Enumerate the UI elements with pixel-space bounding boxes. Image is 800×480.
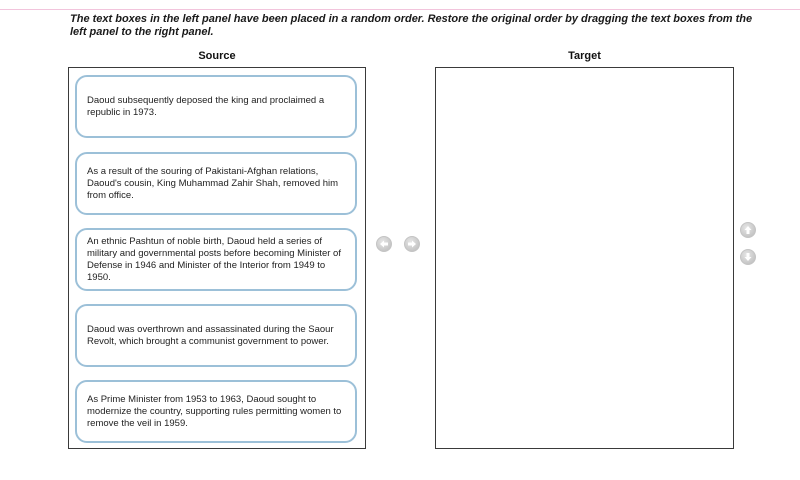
arrow-right-icon xyxy=(407,239,417,249)
move-up-button[interactable] xyxy=(740,222,756,238)
top-divider xyxy=(0,9,800,10)
source-textbox-5[interactable] xyxy=(75,380,357,443)
move-down-button[interactable] xyxy=(740,249,756,265)
textbox-label: As Prime Minister from 1953 to 1963, Daoud sought to modernize the country, supporting rules permitting women to remove the veil in 1959. xyxy=(87,393,342,429)
move-left-button[interactable] xyxy=(376,236,392,252)
move-right-button[interactable] xyxy=(404,236,420,252)
source-textbox-1[interactable] xyxy=(75,75,357,138)
arrow-left-icon xyxy=(379,239,389,249)
textbox-label: Daoud subsequently deposed the king and proclaimed a republic in 1973. xyxy=(87,94,325,118)
source-heading: Source xyxy=(198,50,236,62)
textbox-label: As a result of the souring of Pakistani-Afghan relations, Daoud's cousin, King Muhammad Zahir Shah, removed him from office. xyxy=(87,165,339,201)
source-textbox-2[interactable] xyxy=(75,152,357,215)
source-textbox-4[interactable] xyxy=(75,304,357,367)
arrow-up-icon xyxy=(743,225,753,235)
textbox-label: Daoud was overthrown and assassinated during the Saour Revolt, which brought a communist government to power. xyxy=(87,323,334,347)
arrow-down-icon xyxy=(743,252,753,262)
target-panel[interactable] xyxy=(435,67,734,449)
instructions-text: The text boxes in the left panel have been placed in a random order. Restore the original order by dragging the text boxes from the left panel to the right panel. xyxy=(70,13,753,38)
source-panel[interactable] xyxy=(68,67,366,449)
textbox-label: An ethnic Pashtun of noble birth, Daoud held a series of military and governmental posts before becoming Minister of Defense in 1946 and Minister of the Interior from 1949 to 1950. xyxy=(87,235,341,283)
target-heading: Target xyxy=(568,50,601,62)
source-textbox-3[interactable] xyxy=(75,228,357,291)
